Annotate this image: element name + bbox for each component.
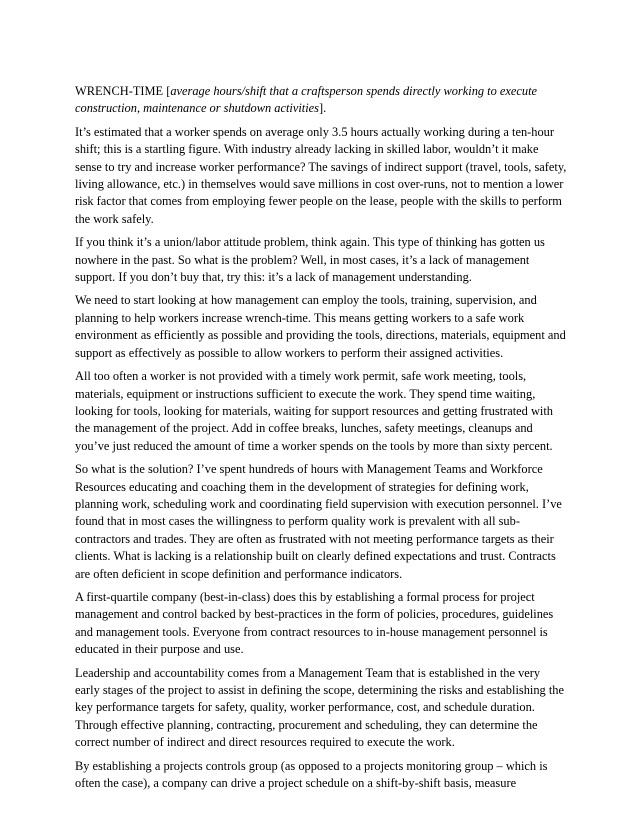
paragraph-8: By establishing a projects controls group (as opposed to a projects monitoring group – which is often the case), a company can drive a project schedule on a shift-by-shift basis, measure	[75, 758, 548, 791]
definition-heading	[75, 83, 567, 118]
paragraph-4: All too often a worker is not provided with a timely work permit, safe work meeting, tools, materials, equipment or instructions sufficient to execute the work. They spend time waiting, looking for tools, looking for materials, waiting for support resources and getting frustrated with the management of the project. Add in coffee breaks, lunches, safety meetings, cleanups and you’ve just reduced the amount of time a worker spends on the tools by more than sixty percent.	[75, 369, 553, 453]
heading-definition: average hours/shift that a craftsperson spends directly working to execute construction, maintenance or shutdown activities	[75, 84, 538, 116]
paragraph-3: We need to start looking at how management can employ the tools, training, supervision, and planning to help workers increase wrench-time. This means getting workers to a safe work environment as efficiently as possible and providing the tools, directions, materials, equipment and support as effectively as possible to allow workers to perform their assigned activities.	[75, 293, 566, 360]
paragraph-1: It’s estimated that a worker spends on average only 3.5 hours actually working during a ten-hour shift; this is a startling figure. With industry already lacking in skilled labor, wouldn’t it make sense to try and increase worker performance? The savings of indirect support (travel, tools, safety, living allowance, etc.) in themselves would save millions in cost over-runs, not to mention a lower risk factor that comes from employing fewer people on the lease, people with the skills to perform the work safely.	[75, 124, 567, 226]
heading-term: WRENCH-TIME [	[75, 84, 171, 98]
paragraph-5: So what is the solution? I’ve spent hundreds of hours with Management Teams and Workforce Resources educating and coaching them in the development of strategies for defining work, planning work, scheduling work and coordinating field supervision with execution personnel. I’ve found that in most cases the willingness to perform quality work is prevalent with all sub-contractors and trades. They are often as frustrated with not meeting performance targets as their clients. What is lacking is a relationship built on clearly defined expectations and trust. Contracts are often deficient in scope definition and performance indicators.	[75, 462, 562, 581]
paragraph-7: Leadership and accountability comes from a Management Team that is established in the very early stages of the project to assist in defining the scope, determining the risks and establishing the key performance targets for safety, quality, worker performance, cost, and schedule duration. Through effective planning, contracting, procurement and scheduling, they can determine the correct number of indirect and direct resources required to execute the work.	[75, 665, 564, 750]
heading-close: ].	[319, 101, 327, 116]
document-page	[75, 83, 567, 798]
paragraph-2: If you think it’s a union/labor attitude problem, think again. This type of thinking has gotten us nowhere in the past. So what is the problem? Well, in most cases, it’s a lack of management support. If you don’t buy that, try this: it’s a lack of management understanding.	[75, 235, 545, 285]
paragraph-6: A first-quartile company (best-in-class) does this by establishing a formal process for project management and control backed by best-practices in the form of policies, procedures, guidelines and management tools. Everyone from contract resources to in-house management personnel is educated in their purpose and use.	[75, 589, 554, 657]
